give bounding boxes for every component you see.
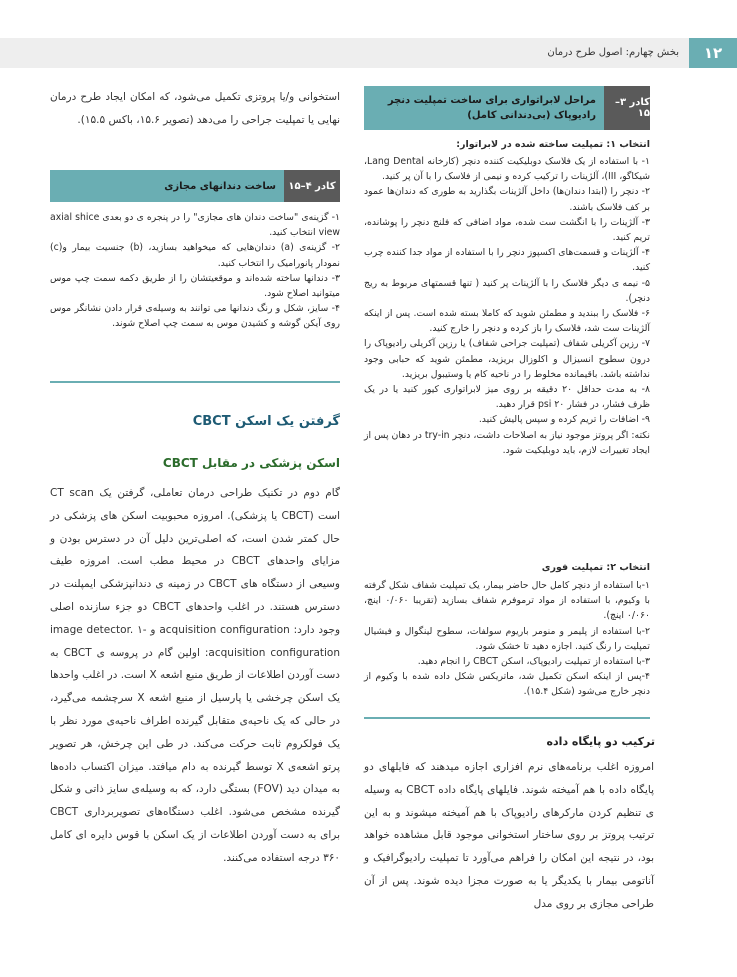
- section-cbct-text: گام دوم در تکنیک طراحی درمان تعاملی، گرفتن یک CT scan است (CBCT یا پزشکی). امروزه محبوبیت اسکن های پزشکی در حال کمتر شدن است، که اصلی‌ترین دلیل آن در دسترس بودن و مزایای واحدهای CBCT در محیط مطب است. امروزه طیف وسیعی از دستگاه های CBCT در زمینه ی دندانپزشکی ایمپلنت در دسترس هستند. در اغلب واحدهای CBCT دو جزء سازنده اصلی وجود دارد: acquisition configuration و image detector. ۱- acquisition configuration: اولین گام در پروسه ی CBCT به دست آوردن اطلاعات از طریق منبع اشعه X است. در اغلب واحدها یک اسکن چرخشی یا پارسیل از منبع اشعه X سرچشمه می‌گیرد، در حالی که یک ناحیه‌ی متقابل گیرنده اطراف ناحیه‌ی مورد نظر با یک فولکروم ثابت حرکت می‌کند. در طی این چرخش، هر تصویر پرتو اشعه‌ی X توسط گیرنده به دام میافتد. میزان اکتساب داده‌ها به میدان دید (FOV) بستگی دارد، که به وسیله‌ی سایز ذاتی و شکل گیرنده مشخص می‌شود. اغلب دستگاه‌های تصویربرداری CBCT برای به دست آوردن اطلاعات از یک اسکن با قوس دایره ای کامل ۳۶۰ درجه استفاده می‌کنند.: [50, 487, 341, 864]
- list-item: نکته: اگر پروتز موجود نیاز به اصلاحات داشت، دنچر try-in در دهان پس از ایجاد تغییرات لازم، باید دوبلیکیت شود.: [364, 429, 650, 456]
- list-item: ۵- نیمه ی دیگر فلاسک را با آلژینات پر کنید ( تنها قسمتهای مربوط به ریج دنچر).: [364, 277, 650, 304]
- list-item: ۴- آلژینات و قسمت‌های اکسپوز دنچر را با استفاده از مواد جدا کننده چرب کنید.: [364, 247, 650, 274]
- box2-header: [50, 170, 340, 202]
- running-head: بخش چهارم: اصول طرح درمان: [547, 47, 679, 58]
- box2-label: کادر ۴–۱۵: [284, 170, 340, 202]
- box2-title: ساخت دندانهای مجازی: [50, 170, 284, 202]
- section-db-text: امروزه اغلب برنامه‌های نرم افزاری اجازه میدهند که فایلهای دو پایگاه داده با هم آمیخته شوند. فایلهای پایگاه داده CBCT به وسیله ی تنظیم کردن مارکرهای رادیوپاک با هم آمیخته میشوند و به این ترتیب پروتز بر روی ساختار استخوانی موجود قابل مشاهده خواهد بود، در نتیجه این امکان را فراهم می‌آورد تا تمپلیت رادیوگرافیک و آناتومی بیمار با یکدیگر یا به صورت مجزا دیده شوند. پس از آن طراحی مجازی بر روی مدل: [364, 761, 655, 910]
- list-item: ۱-با استفاده از دنچر کامل حال حاضر بیمار، یک تمپلیت شفاف شکل گرفته با وکیوم، با استفاده از مواد ترموفرم شفاف بسازید (تقریبا ۰/۰۶۰ اینچ، ۰/۰۶۰ اینچ).: [364, 580, 651, 622]
- page-number: ۱۲: [689, 38, 737, 68]
- box1-option1-title: انتخاب ۱: تمپلیت ساخته شده در لابراتوار:: [456, 139, 650, 150]
- list-item: ۲- دنچر را (ابتدا دندان‌ها) داخل آلژینات بگذارید به طوری که دندان‌ها عمود بر کف فلاسک باشند.: [364, 186, 650, 213]
- box1-header: [364, 86, 650, 130]
- divider-right: [364, 717, 650, 719]
- section-db-title: ترکیب دو پایگاه داده: [546, 735, 655, 748]
- box2-list: [50, 210, 340, 332]
- box1-option2-title: انتخاب ۲: تمپلیت فوری: [541, 562, 650, 573]
- section-cbct-subtitle: اسکن پزشکی در مقابل CBCT: [162, 456, 340, 470]
- box1-option1-list: [364, 154, 650, 458]
- list-item: ۳- دندانها ساخته شده‌اند و موقعیتشان را از طریق دکمه سمت چپ موس میتوانید اصلاح شود.: [50, 272, 340, 300]
- list-item: ۲- گزینه‌ی (a) دندان‌هایی که میخواهید بسازید، (b) جنسیت بیمار و(c) نمودار پانورامیک را انتخاب کنید.: [50, 242, 340, 269]
- divider-left: [50, 381, 340, 383]
- box1-title: مراحل لابراتواری برای ساخت تمپلیت دنچر رادیوپاک (بی‌دندانی کامل): [364, 86, 604, 130]
- list-item: ۷- رزین آکریلی شفاف (تمپلیت جراحی شفاف) یا رزین آکریلی رادیوپاک را درون سطوح انسیزال و اکلوزال بریزید، مطمئن شوید که حبابی وجود نداشته باشد. باقیمانده مخلوط را در ناحیه کام یا وستیبول بریزید.: [364, 338, 650, 380]
- list-item: ۳- آلژینات را با انگشت ست شده، مواد اضافی که فلنج دنچر را پوشانده، تریم کنید.: [364, 216, 650, 244]
- left-top-text: استخوانی و/یا پروتزی تکمیل می‌شود، که امکان ایجاد طرح درمان نهایی یا تمپلیت جراحی را می‌دهد (تصویر ۱۵.۶، باکس ۱۵.۵).: [50, 91, 340, 126]
- list-item: ۴-پس از اینکه اسکن تکمیل شد، ماتریکس شکل داده شده با وکیوم از دنچر خارج می‌شود (شکل ۱۵.۴).: [364, 671, 650, 698]
- section-cbct-title: گرفتن یک اسکن CBCT: [192, 414, 340, 429]
- list-item: ۴- سایز، شکل و رنگ دندانها می توانند به وسیله‌ی قرار دادن نشانگر موس روی آیکن گوشه و کشیدن موس به سمت چپ اصلاح شوند.: [50, 303, 340, 330]
- list-item: ۶- فلاسک را ببندید و مطمئن شوید که کاملا بسته شده است. پس از اینکه آلژینات ست شد، فلاسک را باز کرده و دنچر را خارج کنید.: [364, 308, 650, 335]
- list-item: ۸- به مدت حداقل ۲۰ دقیقه بر روی میز لابراتواری کیور کنید یا در یک ظرف فشار، در فشار ۲۰ psi قرار دهید.: [364, 384, 650, 411]
- box1-option2-list: [364, 578, 650, 700]
- list-item: ۲-با استفاده از پلیمر و منومر باریوم سولفات، سطوح لینگوال و فیشیال تمپلیت را رنگ کنید. اجازه دهید تا خشک شود.: [364, 625, 650, 652]
- list-item: ۹- اضافات را تریم کرده و سپس پالیش کنید.: [478, 414, 650, 426]
- list-item: ۱- گزینه‌ی "ساخت دندان های مجازی" را در پنجره ی دو بعدی axial shice view انتخاب کنید.: [50, 212, 341, 239]
- box1-label: کادر ۳–۱۵: [604, 86, 650, 130]
- list-item: ۱- با استفاده از یک فلاسک دوبلیکیت کننده دنچر (کارخانه Lang Dental، شیکاگو، III)، آلژینات را ترکیب کرده و نیمی از فلاسک را با آن پر کنید.: [364, 156, 650, 183]
- list-item: ۳-با استفاده از تمپلیت رادیوپاک، اسکن CBCT را انجام دهید.: [417, 656, 650, 668]
